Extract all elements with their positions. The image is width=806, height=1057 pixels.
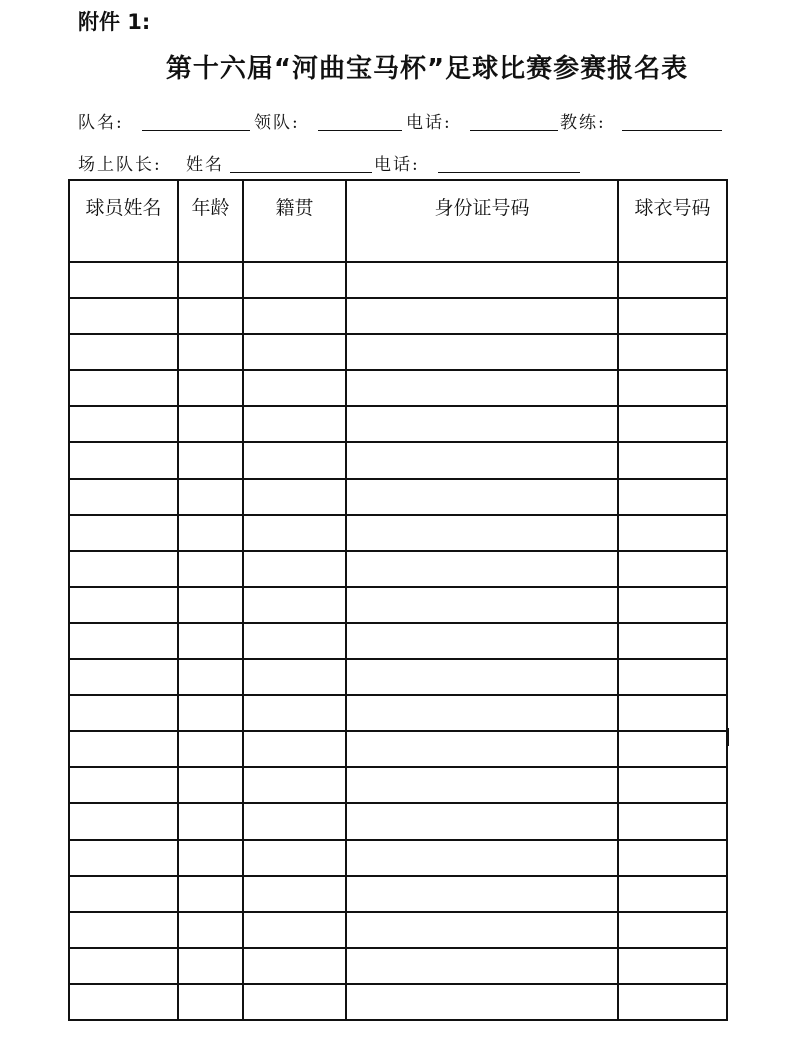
age-cell[interactable] — [178, 479, 243, 515]
player-name-cell[interactable] — [69, 334, 178, 370]
table-row — [69, 442, 727, 478]
table-row — [69, 984, 727, 1020]
player-name-cell[interactable] — [69, 731, 178, 767]
hometown-cell[interactable] — [243, 840, 346, 876]
jersey-number-cell[interactable] — [618, 551, 727, 587]
player-name-cell[interactable] — [69, 876, 178, 912]
jersey-number-cell[interactable] — [618, 876, 727, 912]
roster-table — [68, 179, 728, 1021]
player-name-cell[interactable] — [69, 767, 178, 803]
jersey-number-cell[interactable] — [618, 984, 727, 1020]
age-cell[interactable] — [178, 262, 243, 298]
hometown-cell[interactable] — [243, 876, 346, 912]
id-number-cell[interactable] — [346, 659, 618, 695]
id-number-cell[interactable] — [346, 442, 618, 478]
id-number-cell[interactable] — [346, 767, 618, 803]
id-number-cell[interactable] — [346, 551, 618, 587]
header-player-name: 球员姓名 — [69, 180, 178, 262]
age-cell[interactable] — [178, 551, 243, 587]
leader-label: 领队: — [254, 113, 300, 133]
player-name-cell[interactable] — [69, 406, 178, 442]
hometown-cell[interactable] — [243, 912, 346, 948]
hometown-cell[interactable] — [243, 587, 346, 623]
player-name-cell[interactable] — [69, 912, 178, 948]
player-name-cell[interactable] — [69, 479, 178, 515]
age-cell[interactable] — [178, 515, 243, 551]
id-number-cell[interactable] — [346, 406, 618, 442]
age-cell[interactable] — [178, 695, 243, 731]
hometown-cell[interactable] — [243, 623, 346, 659]
header-id-number: 身份证号码 — [346, 180, 618, 262]
table-row — [69, 515, 727, 551]
age-cell[interactable] — [178, 912, 243, 948]
hometown-cell[interactable] — [243, 695, 346, 731]
hometown-cell[interactable] — [243, 370, 346, 406]
jersey-number-cell[interactable] — [618, 803, 727, 839]
id-number-cell[interactable] — [346, 803, 618, 839]
roster-body — [69, 262, 727, 1020]
age-cell[interactable] — [178, 623, 243, 659]
hometown-cell[interactable] — [243, 731, 346, 767]
id-number-cell[interactable] — [346, 479, 618, 515]
header-jersey-number: 球衣号码 — [618, 180, 727, 262]
table-row — [69, 731, 727, 767]
player-name-cell[interactable] — [69, 840, 178, 876]
player-name-cell[interactable] — [69, 298, 178, 334]
hometown-cell[interactable] — [243, 767, 346, 803]
team-name-label: 队名: — [78, 113, 124, 133]
jersey-number-cell[interactable] — [618, 334, 727, 370]
jersey-number-cell[interactable] — [618, 623, 727, 659]
id-number-cell[interactable] — [346, 298, 618, 334]
table-row — [69, 695, 727, 731]
player-name-cell[interactable] — [69, 370, 178, 406]
jersey-number-cell[interactable] — [618, 587, 727, 623]
jersey-number-cell[interactable] — [618, 659, 727, 695]
captain-phone-field[interactable] — [438, 152, 580, 173]
captain-label: 场上队长: — [78, 155, 162, 175]
roster-header-row — [69, 180, 727, 262]
hometown-cell[interactable] — [243, 659, 346, 695]
hometown-cell[interactable] — [243, 948, 346, 984]
jersey-number-cell[interactable] — [618, 262, 727, 298]
coach-field[interactable] — [622, 110, 722, 131]
hometown-cell[interactable] — [243, 515, 346, 551]
table-row — [69, 767, 727, 803]
age-cell[interactable] — [178, 803, 243, 839]
table-row — [69, 623, 727, 659]
jersey-number-cell[interactable] — [618, 695, 727, 731]
player-name-cell[interactable] — [69, 442, 178, 478]
player-name-cell[interactable] — [69, 515, 178, 551]
player-name-cell[interactable] — [69, 623, 178, 659]
coach-label: 教练: — [560, 113, 606, 133]
captain-name-field[interactable] — [230, 152, 372, 173]
age-cell[interactable] — [178, 767, 243, 803]
captain-phone-label: 电话: — [374, 155, 420, 175]
id-number-cell[interactable] — [346, 984, 618, 1020]
jersey-number-cell[interactable] — [618, 479, 727, 515]
id-number-cell[interactable] — [346, 912, 618, 948]
age-cell[interactable] — [178, 334, 243, 370]
jersey-number-cell[interactable] — [618, 298, 727, 334]
form-title-text: 第十六届“河曲宝马杯”足球比赛参赛报名表 — [165, 54, 689, 84]
age-cell[interactable] — [178, 442, 243, 478]
table-row — [69, 406, 727, 442]
age-cell[interactable] — [178, 948, 243, 984]
text-cursor — [726, 728, 729, 746]
team-phone-field[interactable] — [470, 110, 558, 131]
player-name-cell[interactable] — [69, 695, 178, 731]
jersey-number-cell[interactable] — [618, 767, 727, 803]
table-row — [69, 912, 727, 948]
id-number-cell[interactable] — [346, 587, 618, 623]
id-number-cell[interactable] — [346, 623, 618, 659]
id-number-cell[interactable] — [346, 731, 618, 767]
hometown-cell[interactable] — [243, 551, 346, 587]
player-name-cell[interactable] — [69, 551, 178, 587]
jersey-number-cell[interactable] — [618, 948, 727, 984]
table-row — [69, 587, 727, 623]
table-row — [69, 840, 727, 876]
form-title — [0, 48, 806, 85]
age-cell[interactable] — [178, 731, 243, 767]
team-info-row — [78, 108, 728, 134]
player-name-cell[interactable] — [69, 659, 178, 695]
header-hometown: 籍贯 — [243, 180, 346, 262]
jersey-number-cell[interactable] — [618, 912, 727, 948]
age-cell[interactable] — [178, 587, 243, 623]
table-row — [69, 551, 727, 587]
table-row — [69, 948, 727, 984]
table-row — [69, 659, 727, 695]
annex-label: 附件 1: — [78, 10, 151, 34]
hometown-cell[interactable] — [243, 298, 346, 334]
id-number-cell[interactable] — [346, 948, 618, 984]
id-number-cell[interactable] — [346, 876, 618, 912]
age-cell[interactable] — [178, 659, 243, 695]
table-row — [69, 479, 727, 515]
id-number-cell[interactable] — [346, 370, 618, 406]
hometown-cell[interactable] — [243, 262, 346, 298]
captain-name-label: 姓名 — [186, 155, 224, 175]
team-phone-label: 电话: — [406, 113, 452, 133]
leader-field[interactable] — [318, 110, 402, 131]
player-name-cell[interactable] — [69, 984, 178, 1020]
jersey-number-cell[interactable] — [618, 515, 727, 551]
jersey-number-cell[interactable] — [618, 370, 727, 406]
id-number-cell[interactable] — [346, 334, 618, 370]
hometown-cell[interactable] — [243, 406, 346, 442]
hometown-cell[interactable] — [243, 984, 346, 1020]
id-number-cell[interactable] — [346, 695, 618, 731]
id-number-cell[interactable] — [346, 840, 618, 876]
player-name-cell[interactable] — [69, 948, 178, 984]
id-number-cell[interactable] — [346, 262, 618, 298]
jersey-number-cell[interactable] — [618, 731, 727, 767]
team-name-field[interactable] — [142, 110, 250, 131]
age-cell[interactable] — [178, 876, 243, 912]
hometown-cell[interactable] — [243, 479, 346, 515]
jersey-number-cell[interactable] — [618, 442, 727, 478]
jersey-number-cell[interactable] — [618, 406, 727, 442]
age-cell[interactable] — [178, 840, 243, 876]
player-name-cell[interactable] — [69, 262, 178, 298]
player-name-cell[interactable] — [69, 587, 178, 623]
player-name-cell[interactable] — [69, 803, 178, 839]
table-row — [69, 298, 727, 334]
age-cell[interactable] — [178, 298, 243, 334]
age-cell[interactable] — [178, 406, 243, 442]
table-row — [69, 370, 727, 406]
id-number-cell[interactable] — [346, 515, 618, 551]
hometown-cell[interactable] — [243, 334, 346, 370]
header-age: 年龄 — [178, 180, 243, 262]
table-row — [69, 262, 727, 298]
hometown-cell[interactable] — [243, 442, 346, 478]
age-cell[interactable] — [178, 370, 243, 406]
hometown-cell[interactable] — [243, 803, 346, 839]
jersey-number-cell[interactable] — [618, 840, 727, 876]
table-row — [69, 803, 727, 839]
table-row — [69, 334, 727, 370]
table-row — [69, 876, 727, 912]
age-cell[interactable] — [178, 984, 243, 1020]
